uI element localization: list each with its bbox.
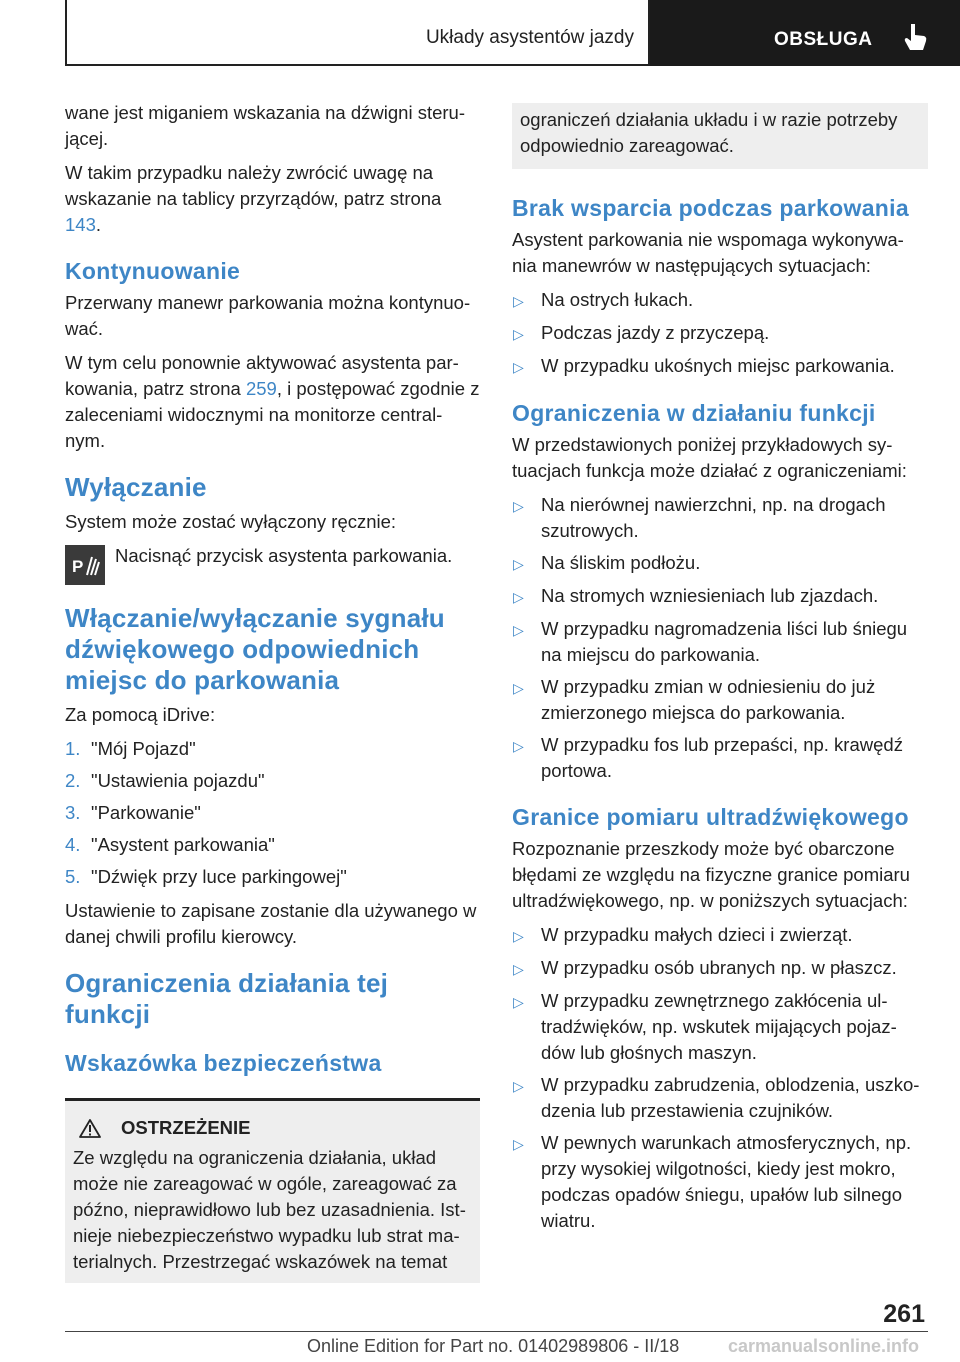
bullet-triangle-icon: ▷: [513, 556, 524, 572]
paragraph-text: , i postępować zgodnie z zaleceniami widocznymi na monitorze central-nym.: [65, 378, 480, 451]
list-item-text: Na śliskim podłożu.: [541, 552, 701, 573]
warning-triangle-icon: [79, 1119, 101, 1138]
chapter-tab: [650, 0, 960, 66]
warning-title: [73, 1117, 472, 1139]
icon-instruction-text: Nacisnąć przycisk asystenta parkowania.: [115, 545, 453, 566]
bullet-triangle-icon: ▷: [513, 359, 524, 375]
paragraph-text: .: [95, 214, 102, 235]
heading-no-support: Brak wsparcia podczas parkowania: [512, 195, 909, 221]
step-number: 5.: [65, 866, 81, 887]
paragraph-text: W tym celu ponownie aktywować asystenta par-kowania, patrz strona: [65, 352, 459, 399]
list-item-text: W przypadku fos lub przepaści, np. krawędź portowa.: [541, 734, 903, 781]
heading-signal: Włączanie/wyłączanie sygnału dźwiękowego odpowiednich miejsc do parkowania: [65, 603, 445, 695]
step-item: [65, 768, 480, 794]
list-item: [512, 1072, 928, 1124]
heading-ultrasonic: Granice pomiaru ultradźwiękowego: [512, 804, 909, 830]
warning-box-continued: [512, 103, 928, 169]
heading-continue: Kontynuowanie: [65, 258, 241, 284]
right-column: [512, 103, 928, 1244]
page-link[interactable]: 259: [245, 378, 277, 399]
bullet-triangle-icon: ▷: [513, 326, 524, 342]
heading-function-limits: Ograniczenia w działaniu funkcji: [512, 400, 876, 426]
warning-text-continued: ograniczeń działania układu i w razie potrzeby odpowiednio zareagować.: [520, 109, 898, 156]
heading-off: Wyłączanie: [65, 472, 207, 502]
list-item: [512, 1130, 928, 1234]
paragraph: [65, 160, 480, 238]
list-item-text: Podczas jazdy z przyczepą.: [541, 322, 770, 343]
step-item: [65, 864, 480, 890]
step-number: 3.: [65, 802, 81, 823]
chapter-title: OBSŁUGA: [774, 29, 873, 50]
list-item-text: W przypadku ukośnych miejsc parkowania.: [541, 355, 895, 376]
ultrasonic-list: [512, 922, 928, 1234]
list-item: [512, 492, 928, 544]
list-item-text: W przypadku osób ubranych np. w płaszcz.: [541, 957, 897, 978]
warning-box: [65, 1098, 480, 1283]
page-header: [65, 0, 960, 66]
bullet-triangle-icon: ▷: [513, 961, 524, 977]
paragraph: Asystent parkowania nie wspomaga wykonywa-nia manewrów w następujących sytuacjach:: [512, 229, 904, 276]
bullet-triangle-icon: ▷: [513, 1136, 524, 1152]
list-item: [512, 583, 928, 610]
svg-text:P: P: [72, 557, 84, 576]
function-limits-list: [512, 492, 928, 784]
step-number: 2.: [65, 770, 81, 791]
list-item-text: Na stromych wzniesieniach lub zjazdach.: [541, 585, 879, 606]
bullet-triangle-icon: ▷: [513, 738, 524, 754]
edition-note: Online Edition for Part no. 01402989806 - II/18: [307, 1336, 680, 1356]
list-item-text: W przypadku zabrudzenia, oblodzenia, uszko-dzenia lub przestawienia czujników.: [541, 1074, 920, 1121]
left-column: [65, 100, 480, 1283]
paragraph: wane jest miganiem wskazania na dźwigni steru-jącej.: [65, 102, 465, 149]
bullet-triangle-icon: ▷: [513, 589, 524, 605]
page-link[interactable]: 143: [65, 214, 96, 235]
bullet-triangle-icon: ▷: [513, 994, 524, 1010]
list-item: [512, 955, 928, 982]
paragraph: [65, 350, 480, 454]
icon-instruction: [65, 543, 480, 585]
warning-label: OSTRZEŻENIE: [121, 1117, 251, 1138]
list-item-text: W pewnych warunkach atmosferycznych, np. przy wysokiej wilgotności, kiedy jest mokro, podczas opadów śniegu, upałów lub silnego wiatru.: [541, 1132, 912, 1231]
step-text: "Ustawienia pojazdu": [91, 770, 265, 791]
list-item: [512, 550, 928, 577]
section-title: Układy asystentów jazdy: [425, 27, 634, 48]
list-item: [512, 287, 928, 314]
section-tab: [65, 0, 650, 66]
warning-text: Ze względu na ograniczenia działania, układ może nie zareagować w ogóle, zareagować za późno, nieprawidłowo lub bez uzasadnienia. Ist-nieje niebezpieczeństwo wypadku lub strat ma-terialnych. Przestrzegać wskazówek na temat: [73, 1147, 466, 1272]
step-item: [65, 832, 480, 858]
step-number: 1.: [65, 738, 81, 759]
list-item: [512, 732, 928, 784]
list-item: [512, 674, 928, 726]
paragraph: Ustawienie to zapisane zostanie dla używanego w danej chwili profilu kierowcy.: [65, 900, 477, 947]
paragraph: Przerwany manewr parkowania można kontynuo-wać.: [65, 292, 471, 339]
watermark: carmanualsonline.info: [728, 1336, 920, 1356]
bullet-triangle-icon: ▷: [513, 928, 524, 944]
paragraph: W przedstawionych poniżej przykładowych sy-tuacjach funkcja może działać z ograniczeniami:: [512, 434, 907, 481]
paragraph: Za pomocą iDrive:: [65, 704, 216, 725]
parking-assistant-button-icon: [65, 545, 105, 585]
bullet-triangle-icon: ▷: [513, 498, 524, 514]
bullet-triangle-icon: ▷: [513, 293, 524, 309]
page-number: 261: [883, 1300, 925, 1328]
step-text: "Dźwięk przy luce parkingowej": [91, 866, 347, 887]
list-item-text: W przypadku nagromadzenia liści lub śniegu na miejscu do parkowania.: [541, 618, 908, 665]
footer-divider: [65, 1331, 928, 1332]
step-text: "Mój Pojazd": [91, 738, 196, 759]
step-number: 4.: [65, 834, 81, 855]
paragraph-text: W takim przypadku należy zwrócić uwagę na wskazanie na tablicy przyrządów, patrz strona: [65, 162, 442, 209]
step-item: [65, 800, 480, 826]
bullet-triangle-icon: ▷: [513, 680, 524, 696]
list-item: [512, 988, 928, 1066]
list-item-text: Na ostrych łukach.: [541, 289, 694, 310]
list-item: [512, 320, 928, 347]
list-item-text: W przypadku zewnętrznego zakłócenia ul-tradźwięków, np. wskutek mijających pojaz-dów lub głośnych maszyn.: [541, 990, 897, 1063]
step-text: "Parkowanie": [91, 802, 201, 823]
list-item-text: W przypadku małych dzieci i zwierząt.: [541, 924, 853, 945]
list-item: [512, 922, 928, 949]
bullet-triangle-icon: ▷: [513, 622, 524, 638]
hand-pointer-icon: [902, 22, 928, 52]
bullet-triangle-icon: ▷: [513, 1078, 524, 1094]
no-support-list: [512, 287, 928, 380]
list-item-text: Na nierównej nawierzchni, np. na drogach szutrowych.: [541, 494, 886, 541]
list-item: [512, 616, 928, 668]
heading-limits: Ograniczenia działania tej funkcji: [65, 968, 389, 1029]
list-item-text: W przypadku zmian w odniesieniu do już zmierzonego miejsca do parkowania.: [541, 676, 876, 723]
step-item: [65, 736, 480, 762]
list-item: [512, 353, 928, 380]
heading-safety: Wskazówka bezpieczeństwa: [65, 1050, 382, 1076]
paragraph: System może zostać wyłączony ręcznie:: [65, 511, 397, 532]
paragraph: Rozpoznanie przeszkody może być obarczone błędami ze względu na fizyczne granice pomiaru ultradźwiękowego, np. w poniższych sytuacjach:: [512, 838, 910, 911]
idrive-steps: [65, 736, 480, 890]
step-text: "Asystent parkowania": [91, 834, 275, 855]
